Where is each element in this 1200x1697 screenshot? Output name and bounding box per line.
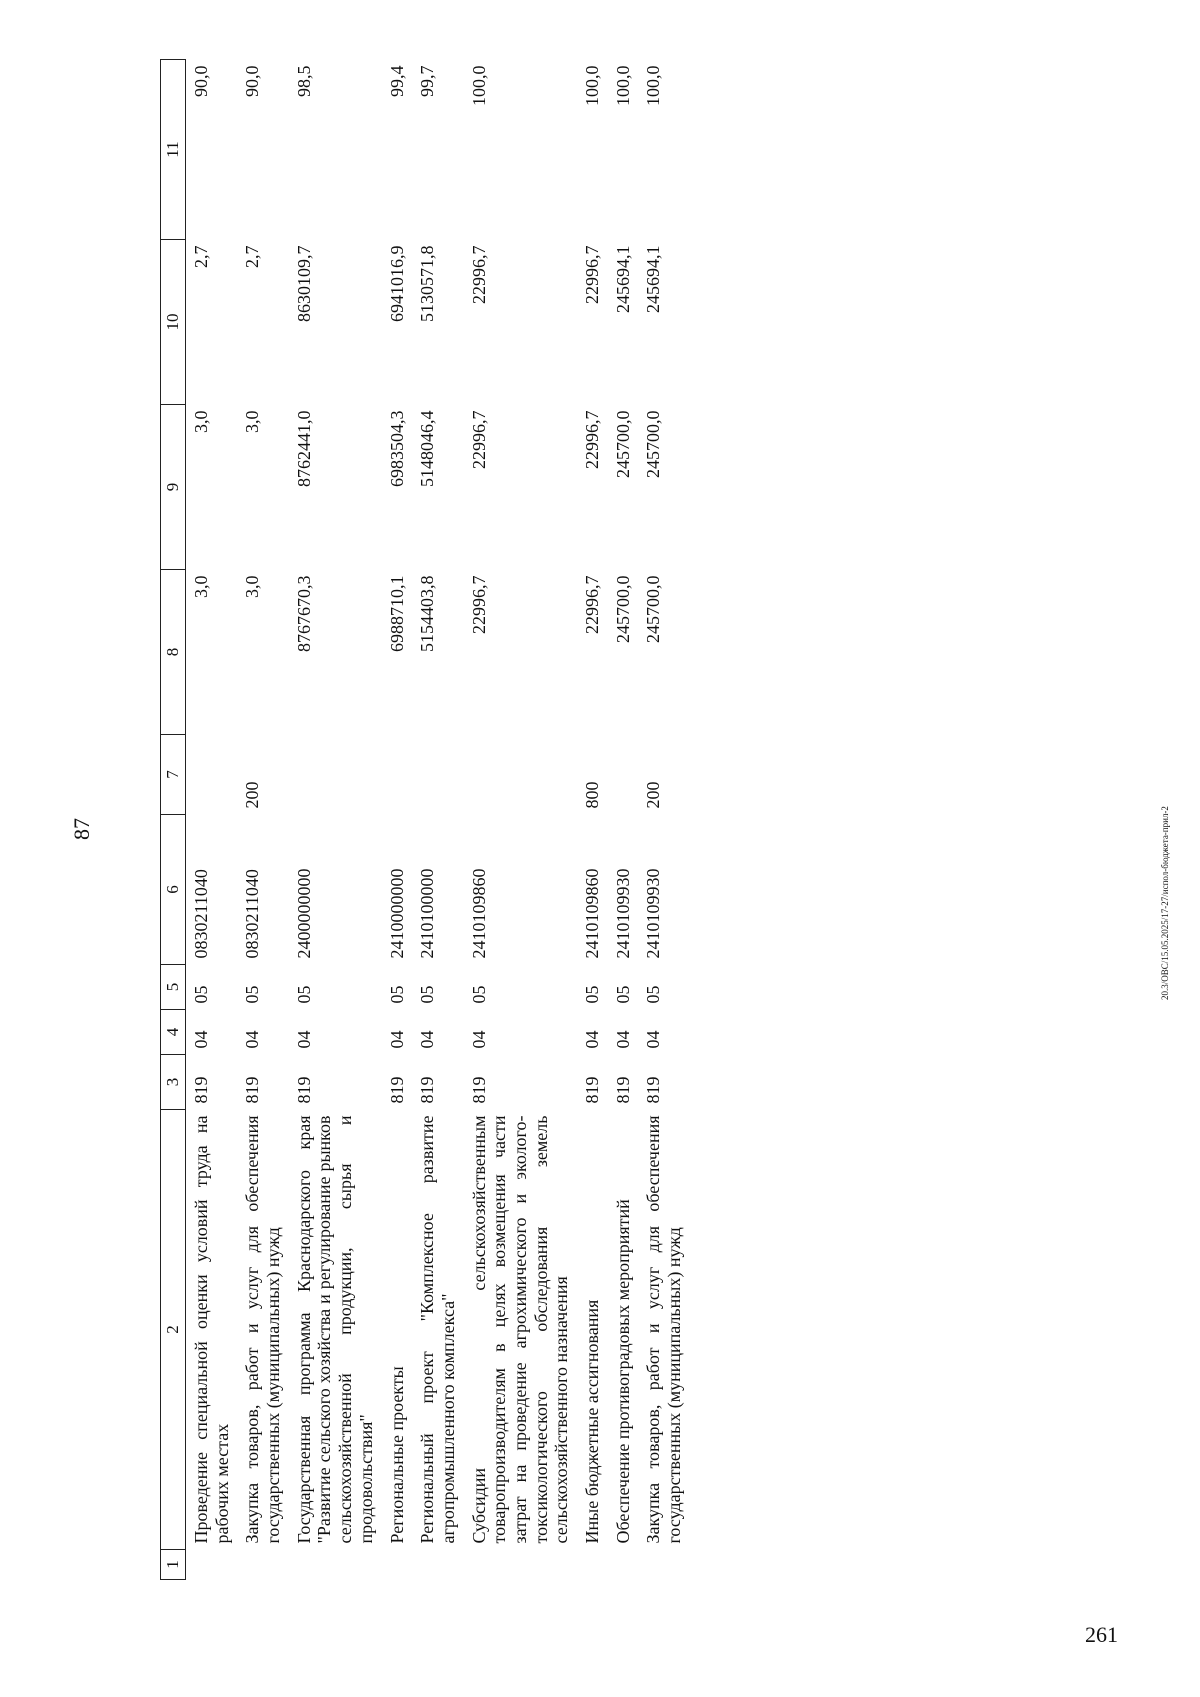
row-name-cell: Региональный проект "Комплексное развитие агропромышленного комплекса" — [417, 1115, 458, 1544]
row-target-article-cell: 2410109860 — [582, 868, 602, 959]
row-admin-code-cell: 819 — [612, 1076, 633, 1104]
row-target-article-cell: 2400000000 — [293, 868, 314, 959]
row-percent-cell: 98,5 — [293, 65, 314, 97]
row-number-cell — [608, 1550, 639, 1580]
row-executed-cell: 22996,7 — [582, 245, 602, 304]
row-section-cell: 04 — [582, 1030, 602, 1049]
row-number-cell — [638, 1550, 689, 1580]
row-refined-plan-cell: 22996,7 — [468, 410, 489, 469]
row-executed-cell: 6941016,9 — [386, 245, 407, 322]
row-target-article-cell: 0830211040 — [191, 869, 211, 959]
column-header: 4 — [161, 1010, 186, 1055]
row-subsection-cell: 05 — [242, 985, 263, 1004]
row-expense-type-cell — [464, 735, 577, 815]
row-plan-cell: 3,0 — [242, 575, 263, 598]
row-executed-cell: 2,7 — [242, 245, 263, 268]
row-plan-cell: 22996,7 — [582, 575, 602, 634]
column-header: 10 — [161, 240, 186, 405]
row-refined-plan-cell: 8762441,0 — [293, 410, 314, 487]
page-number-top — [50, 818, 110, 866]
row-admin-code-cell: 819 — [242, 1076, 263, 1104]
row-target-article-cell: 2410000000 — [386, 868, 407, 959]
row-name-cell: Проведение специальной оценки условий труда на рабочих местах — [191, 1115, 232, 1544]
row-subsection-cell: 05 — [582, 985, 602, 1004]
row-admin-code-cell: 819 — [582, 1076, 602, 1104]
row-refined-plan-cell: 5148046,4 — [417, 410, 438, 487]
row-number-cell — [577, 1550, 608, 1580]
row-plan-cell: 5154403,8 — [417, 575, 438, 652]
row-name-cell: Иные бюджетные ассигнования — [582, 1299, 602, 1544]
row-executed-cell: 22996,7 — [468, 245, 489, 304]
document-code — [1160, 806, 1200, 1010]
row-percent-cell: 100,0 — [643, 65, 664, 106]
row-section-cell: 04 — [293, 1030, 314, 1049]
row-admin-code-cell: 819 — [468, 1076, 489, 1104]
row-percent-cell: 100,0 — [612, 65, 633, 106]
row-refined-plan-cell: 245700,0 — [643, 410, 664, 478]
row-name-cell: Государственная программа Краснодарского края "Развитие сельского хозяйства и регулирование рынков сельскохозяйственной продукции, сырья и продовольствия" — [293, 1115, 376, 1544]
row-target-article-cell: 2410109930 — [612, 868, 633, 959]
row-section-cell: 04 — [417, 1030, 438, 1049]
row-number-cell — [382, 1550, 413, 1580]
row-admin-code-cell: 819 — [191, 1076, 211, 1104]
row-percent-cell: 100,0 — [468, 65, 489, 106]
row-subsection-cell: 05 — [417, 985, 438, 1004]
table-row — [289, 60, 382, 1580]
row-plan-cell: 6988710,1 — [386, 575, 407, 652]
row-name-cell: Закупка товаров, работ и услуг для обеспечения государственных (муниципальных) нужд — [643, 1115, 685, 1544]
row-executed-cell: 245694,1 — [612, 245, 633, 313]
table-row — [608, 60, 639, 1580]
column-header: 11 — [161, 60, 186, 240]
row-refined-plan-cell: 22996,7 — [582, 410, 602, 469]
row-executed-cell: 2,7 — [191, 245, 211, 268]
row-admin-code-cell: 819 — [386, 1076, 407, 1104]
row-name-cell: Обеспечение противоградовых мероприятий — [612, 1199, 633, 1544]
row-section-cell: 04 — [612, 1030, 633, 1049]
row-section-cell: 04 — [242, 1030, 263, 1049]
row-target-article-cell: 0830211040 — [242, 869, 263, 959]
row-admin-code-cell: 819 — [417, 1076, 438, 1104]
table-row — [382, 60, 413, 1580]
row-expense-type-cell: 200 — [643, 781, 664, 809]
row-expense-type-cell — [382, 735, 413, 815]
column-header: 8 — [161, 570, 186, 735]
row-percent-cell: 99,4 — [386, 65, 407, 97]
row-name-cell: Субсидии сельскохозяйственным товаропроизводителям в целях возмещения части затрат на проведение агрохимического и эколого-токсикологического обследования земель сельскохозяйственного назначения — [468, 1115, 572, 1544]
row-subsection-cell: 05 — [643, 985, 664, 1004]
row-target-article-cell: 2410100000 — [417, 868, 438, 959]
row-section-cell: 04 — [386, 1030, 407, 1049]
table-row — [237, 60, 288, 1580]
row-subsection-cell: 05 — [293, 985, 314, 1004]
row-expense-type-cell: 200 — [242, 781, 263, 809]
row-number-cell — [237, 1550, 288, 1580]
document-code-text: 20.3/ОВС/15.05.2025/17-27/испол-бюджета-прил-2 — [1160, 806, 1170, 1000]
row-number-cell — [412, 1550, 463, 1580]
row-section-cell: 04 — [191, 1030, 211, 1049]
row-number-cell — [186, 1550, 238, 1580]
row-plan-cell: 245700,0 — [612, 575, 633, 643]
table-body — [186, 60, 690, 1580]
table-row — [186, 60, 238, 1580]
row-expense-type-cell — [412, 735, 463, 815]
row-executed-cell: 8630109,7 — [293, 245, 314, 322]
row-percent-cell: 90,0 — [191, 65, 211, 97]
column-header: 2 — [161, 1110, 186, 1550]
column-header: 1 — [161, 1550, 186, 1580]
row-subsection-cell: 05 — [612, 985, 633, 1004]
row-refined-plan-cell: 245700,0 — [612, 410, 633, 478]
row-name-cell: Региональные проекты — [386, 1366, 407, 1544]
table-row — [638, 60, 689, 1580]
row-percent-cell: 99,7 — [417, 65, 438, 97]
row-target-article-cell: 2410109930 — [643, 868, 664, 959]
row-percent-cell: 90,0 — [242, 65, 263, 97]
row-number-cell — [289, 1550, 382, 1580]
column-header: 3 — [161, 1055, 186, 1110]
row-plan-cell: 8767670,3 — [293, 575, 314, 652]
budget-table-container — [160, 60, 1020, 1580]
row-plan-cell: 22996,7 — [468, 575, 489, 634]
page-number-bottom: 261 — [1085, 1622, 1118, 1647]
row-admin-code-cell: 819 — [293, 1076, 314, 1104]
row-refined-plan-cell: 3,0 — [191, 410, 211, 433]
row-refined-plan-cell: 6983504,3 — [386, 410, 407, 487]
table-row — [464, 60, 577, 1580]
table-row — [577, 60, 608, 1580]
page-number-top-text: 87 — [69, 818, 94, 840]
column-header: 6 — [161, 815, 186, 965]
header-row — [161, 60, 186, 1580]
row-expense-type-cell — [289, 735, 382, 815]
row-refined-plan-cell: 3,0 — [242, 410, 263, 433]
row-number-cell — [464, 1550, 577, 1580]
row-expense-type-cell: 800 — [582, 781, 602, 809]
column-header: 7 — [161, 735, 186, 815]
row-section-cell: 04 — [643, 1030, 664, 1049]
row-plan-cell: 3,0 — [191, 575, 211, 598]
row-subsection-cell: 05 — [386, 985, 407, 1004]
row-executed-cell: 5130571,8 — [417, 245, 438, 322]
row-subsection-cell: 05 — [191, 985, 211, 1004]
row-executed-cell: 245694,1 — [643, 245, 664, 313]
budget-table — [160, 59, 690, 1580]
row-percent-cell: 100,0 — [582, 65, 602, 106]
row-expense-type-cell — [186, 735, 238, 815]
row-section-cell: 04 — [468, 1030, 489, 1049]
row-subsection-cell: 05 — [468, 985, 489, 1004]
row-name-cell: Закупка товаров, работ и услуг для обеспечения государственных (муниципальных) нужд — [242, 1115, 284, 1544]
table-row — [412, 60, 463, 1580]
column-header: 9 — [161, 405, 186, 570]
row-plan-cell: 245700,0 — [643, 575, 664, 643]
row-target-article-cell: 2410109860 — [468, 868, 489, 959]
column-header: 5 — [161, 965, 186, 1010]
row-admin-code-cell: 819 — [643, 1076, 664, 1104]
row-expense-type-cell — [608, 735, 639, 815]
